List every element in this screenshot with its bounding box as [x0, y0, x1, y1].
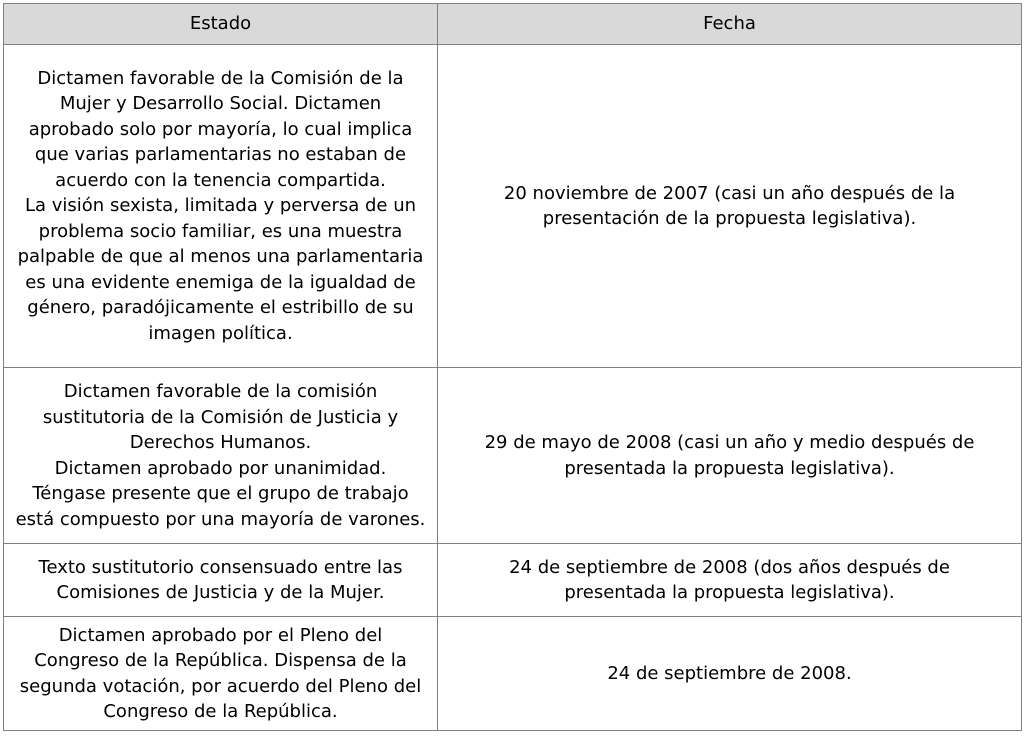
table-header-row: [4, 4, 1022, 45]
estado-line: acuerdo con la tenencia compartida.: [55, 169, 386, 191]
fecha-line: presentada la propuesta legislativa).: [564, 457, 895, 479]
estado-line: La visión sexista, limitada y perversa de un: [24, 195, 417, 217]
estado-line: es una evidente enemiga de la igualdad de: [25, 271, 416, 293]
estado-line: Téngase presente que el grupo de trabajo: [32, 483, 409, 504]
table-row: [4, 617, 1022, 731]
estado-cell: [4, 544, 438, 617]
header-fecha: Fecha: [438, 4, 1022, 45]
fecha-line: 24 de septiembre de 2008.: [607, 662, 852, 684]
estado-line: imagen política.: [148, 322, 293, 344]
estado-line: sustitutoria de la Comisión de Justicia y: [42, 406, 399, 428]
estado-line: Mujer y Desarrollo Social. Dictamen: [59, 93, 382, 115]
estado-line: Congreso de la República.: [103, 701, 338, 722]
fecha-line: 20 noviembre de 2007 (casi un año después de la: [503, 182, 956, 204]
estado-cell: [4, 617, 438, 731]
estado-line: Derechos Humanos.: [129, 432, 312, 453]
estado-line: género, paradójicamente el estribillo de su: [27, 297, 414, 319]
legislative-status-table: [3, 3, 1022, 731]
estado-line: Dictamen favorable de la comisión: [63, 381, 378, 402]
estado-line: está compuesto por una mayoría de varones.: [15, 508, 426, 530]
estado-line: Dictamen favorable de la Comisión de la: [37, 67, 404, 89]
estado-line: Texto sustitutorio consensuado entre las: [38, 556, 403, 578]
fecha-cell: [438, 368, 1022, 544]
fecha-line: presentada la propuesta legislativa).: [564, 582, 895, 603]
fecha-line: 29 de mayo de 2008 (casi un año y medio después de: [484, 432, 975, 453]
estado-line: aprobado solo por mayoría, lo cual implica: [28, 118, 413, 140]
table-row: [4, 544, 1022, 617]
table-row: [4, 368, 1022, 544]
fecha-cell: [438, 544, 1022, 617]
estado-line: que varias parlamentarias no estaban de: [34, 144, 407, 166]
estado-cell: [4, 45, 438, 368]
estado-line: Dictamen aprobado por unanimidad.: [54, 457, 387, 479]
fecha-line: presentación de la propuesta legislativa).: [542, 208, 917, 229]
table-row: [4, 45, 1022, 368]
estado-line: palpable de que al menos una parlamentaria: [17, 246, 424, 268]
fecha-cell: [438, 45, 1022, 368]
fecha-line: 24 de septiembre de 2008 (dos años después de: [509, 556, 950, 578]
estado-line: segunda votación, por acuerdo del Pleno del: [19, 675, 422, 697]
header-estado: Estado: [4, 4, 438, 45]
estado-cell: [4, 368, 438, 544]
estado-line: Dictamen aprobado por el Pleno del: [58, 624, 383, 646]
estado-line: problema socio familiar, es una muestra: [38, 220, 403, 242]
fecha-cell: [438, 617, 1022, 731]
estado-line: Congreso de la República. Dispensa de la: [34, 650, 407, 671]
estado-line: Comisiones de Justicia y de la Mujer.: [56, 582, 385, 603]
